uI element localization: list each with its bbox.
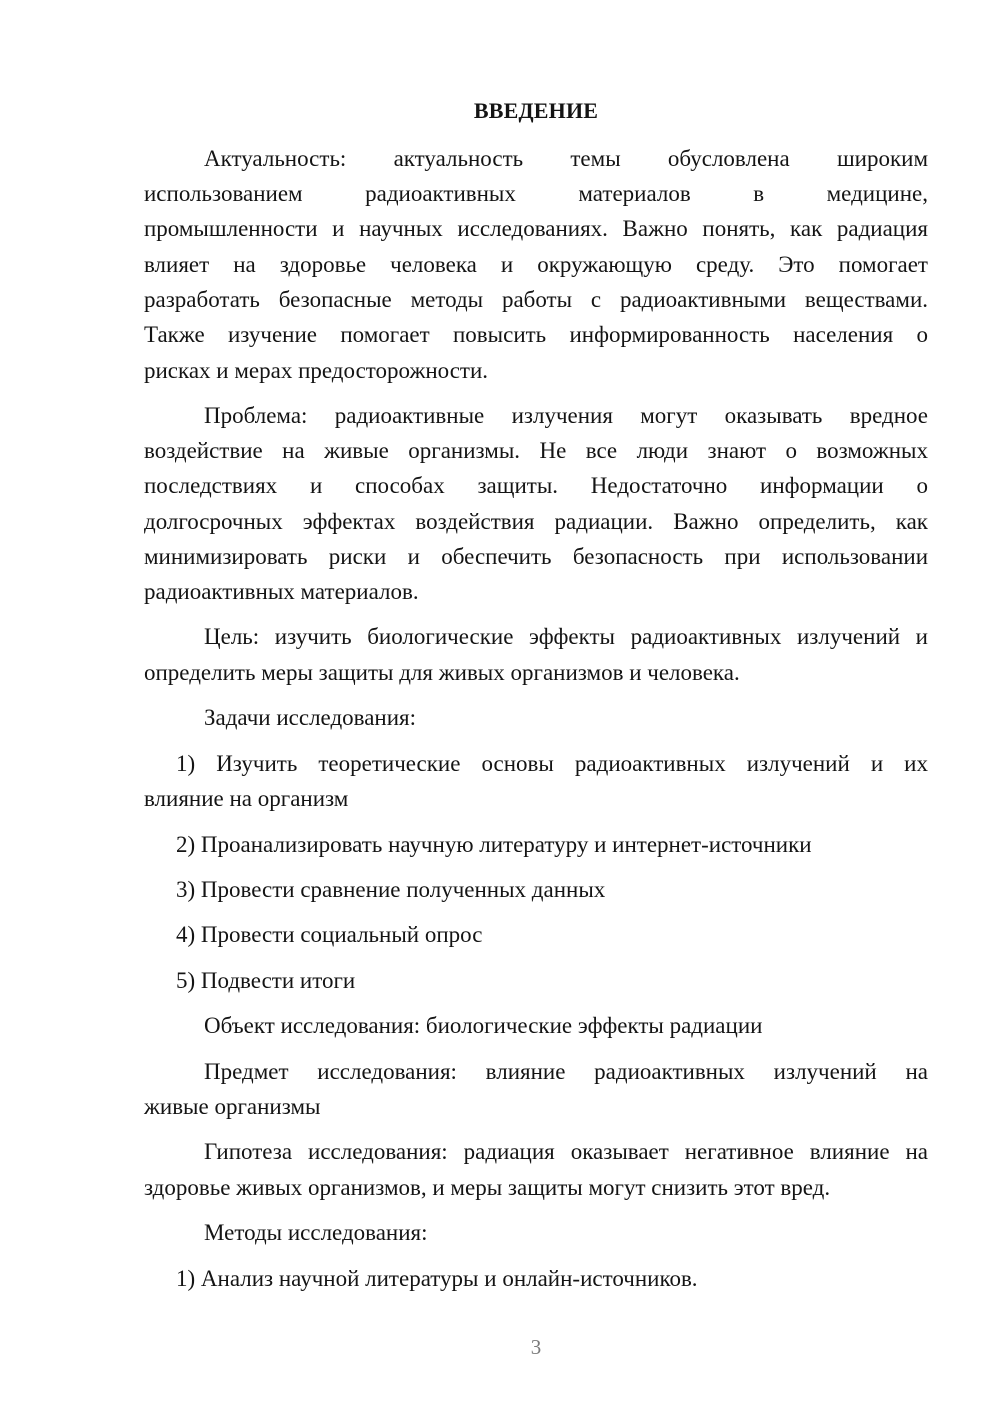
task-item-continuation: влияние на организм (144, 786, 349, 811)
relevance-line: разработать безопасные методы работы с радиоактивными веществами. (144, 287, 928, 312)
research-subject-line: Предмет исследования: влияние радиоактивных излучений на (204, 1059, 928, 1084)
page-number: 3 (530, 1335, 542, 1359)
method-item: 1) Анализ научной литературы и онлайн-источников. (176, 1266, 698, 1291)
hypothesis-line: здоровье живых организмов, и меры защиты могут снизить этот вред. (144, 1175, 831, 1200)
tasks-heading: Задачи исследования: (204, 705, 417, 730)
section-heading: ВВЕДЕНИЕ (473, 98, 599, 123)
problem-line: Проблема: радиоактивные излучения могут оказывать вредное (204, 403, 928, 428)
problem-line: радиоактивных материалов. (144, 579, 419, 604)
task-item: 2) Проанализировать научную литературу и интернет-источники (176, 832, 812, 857)
task-item: 1) Изучить теоретические основы радиоактивных излучений и их (176, 751, 928, 776)
methods-heading: Методы исследования: (204, 1220, 428, 1245)
task-item: 4) Провести социальный опрос (176, 922, 483, 947)
research-object: Объект исследования: биологические эффекты радиации (204, 1013, 763, 1038)
hypothesis-line: Гипотеза исследования: радиация оказывает негативное влияние на (204, 1139, 928, 1164)
relevance-line: Также изучение помогает повысить информированность населения о (144, 322, 928, 347)
problem-line: последствиях и способах защиты. Недостаточно информации о (144, 473, 928, 498)
relevance-line: рисках и мерах предосторожности. (144, 358, 489, 383)
goal-line: определить меры защиты для живых организмов и человека. (144, 660, 740, 685)
problem-line: воздействие на живые организмы. Не все люди знают о возможных (144, 438, 928, 463)
relevance-line: промышленности и научных исследованиях. Важно понять, как радиация (144, 216, 928, 241)
task-item: 5) Подвести итоги (176, 968, 356, 993)
problem-line: минимизировать риски и обеспечить безопасность при использовании (144, 544, 928, 569)
relevance-line: влияет на здоровье человека и окружающую среду. Это помогает (144, 252, 928, 277)
goal-line: Цель: изучить биологические эффекты радиоактивных излучений и (204, 624, 928, 649)
task-item: 3) Провести сравнение полученных данных (176, 877, 606, 902)
problem-line: долгосрочных эффектах воздействия радиации. Важно определить, как (144, 509, 928, 534)
relevance-line: Актуальность: актуальность темы обусловлена широким (204, 146, 928, 171)
relevance-line: использованием радиоактивных материалов в медицине, (144, 181, 928, 206)
research-subject-line: живые организмы (144, 1094, 321, 1119)
